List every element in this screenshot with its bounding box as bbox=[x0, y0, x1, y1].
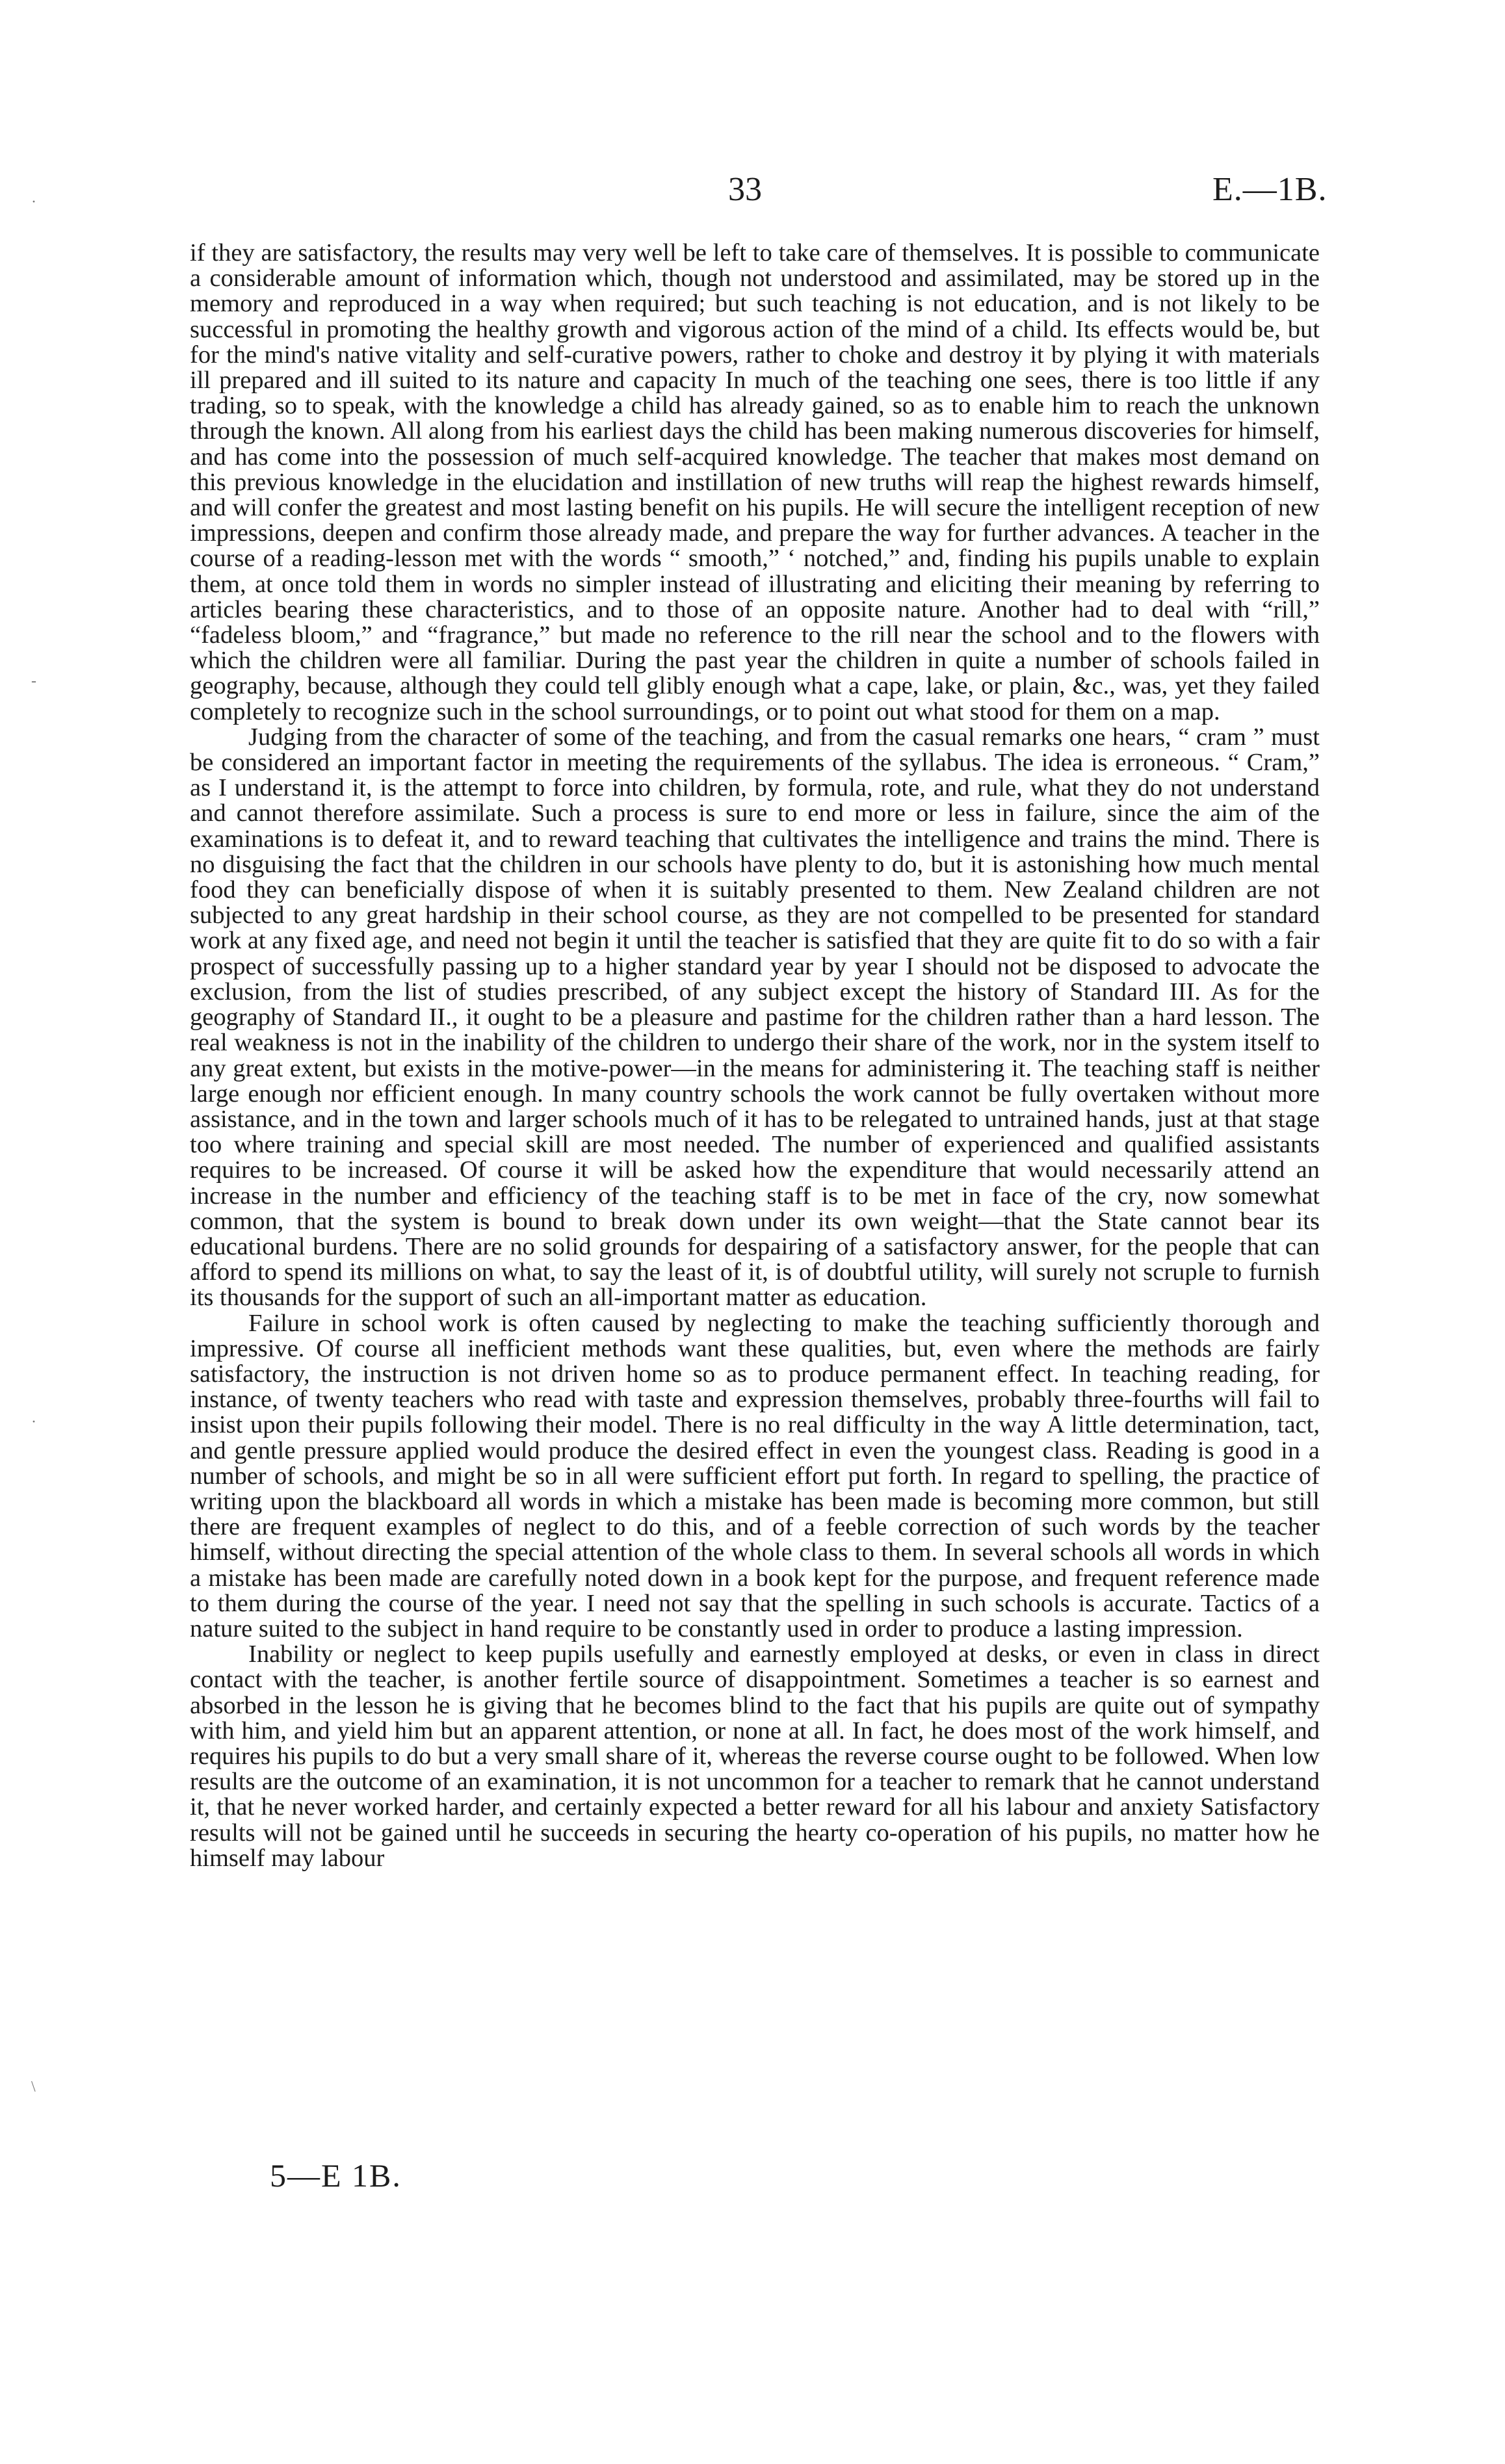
margin-mark: \ bbox=[31, 2079, 36, 2095]
paragraph: Failure in school work is often caused by neglecting to make the teaching sufficiently thorough and impressive. Of course all inefficient methods want these qualities, but, even where the methods are fairly satisfactory, the instruction is not driven home so as to produce permanent effect. In teaching reading, for instance, of twenty teachers who read with taste and expression themselves, probably three-fourths will fail to insist upon their pupils following their model. There is no real difficulty in the way A little determination, tact, and gentle pressure applied would produce the desired effect in even the youngest class. Reading is good in a number of schools, and might be so in all were sufficient effort put forth. In regard to spelling, the practice of writing upon the blackboard all words in which a mistake has been made is becoming more common, but still there are frequent examples of neglect to do this, and of a feeble correction of such words by the teacher himself, without directing the special attention of the whole class to them. In several schools all words in which a mistake has been made are carefully noted down in a book kept for the purpose, and frequent reference made to them during the course of the year. I need not say that the spelling in such schools is accurate. Tactics of a nature suited to the subject in hand require to be constantly used in order to produce a lasting impression. bbox=[190, 1309, 1320, 1642]
paragraph: if they are satisfactory, the results may very well be left to take care of themselves. It is possible to communicate a considerable amount of information which, though not understood and assimilated, may be stored up in the memory and reproduced in a way when required; but such teaching is not education, and is not likely to be successful in promoting the healthy growth and vigorous action of the mind of a child. Its effects would be, but for the mind's native vitality and self-curative powers, rather to choke and destroy it by plying it with materials ill prepared and ill suited to its nature and capacity In much of the teaching one sees, there is too little if any trading, so to speak, with the knowledge a child has already gained, so as to enable him to reach the unknown through the known. All along from his earliest days the child has been making numerous discoveries for himself, and has come into the possession of much self-acquired knowledge. The teacher that makes most demand on this previous knowledge in the elucidation and instillation of new truths will reap the highest rewards himself, and will confer the greatest and most lasting benefit on his pupils. He will secure the intelligent reception of new impressions, deepen and confirm those already made, and prepare the way for further advances. A teacher in the course of a reading-lesson met with the words “ smooth,” ‘ notched,” and, finding his pupils unable to explain them, at once told them in words no simpler instead of illustrating and eliciting their meaning by referring to articles bearing these characteristics, and to those of an opposite nature. Another had to deal with “rill,” “fadeless bloom,” and “fragrance,” but made no reference to the rill near the school and to the flowers with which the children were all familiar. During the past year the children in quite a number of schools failed in geography, because, although they could tell glibly enough what a cape, lake, or plain, &c., was, yet they failed completely to recognize such in the school surroundings, or to point out what stood for them on a map. bbox=[190, 239, 1320, 725]
margin-mark: ‐ bbox=[31, 673, 36, 690]
page-signature: 5—E 1B. bbox=[270, 2157, 402, 2194]
paragraph: Judging from the character of some of the teaching, and from the casual remarks one hears, “ cram ” must be considered an important factor in meeting the requirements of the syllabus. The idea is erroneous. “ Cram,” as I understand it, is the attempt to force into children, by formula, rote, and rule, what they do not understand and cannot therefore assimilate. Such a process is sure to end more or less in failure, since the aim of the examinations is to defeat it, and to reward teaching that cultivates the intelligence and trains the mind. There is no disguising the fact that the children in our schools have plenty to do, but it is astonishing how much mental food they can beneficially dispose of when it is suitably presented to them. New Zealand children are not subjected to any great hardship in their school course, as they are not compelled to be presented for standard work at any fixed age, and need not begin it until the teacher is satisfied that they are quite fit to do so with a fair prospect of successfully passing up to a higher standard year by year I should not be disposed to advocate the exclusion, from the list of studies prescribed, of any subject except the history of Standard III. As for the geography of Standard II., it ought to be a pleasure and pastime for the children rather than a hard lesson. The real weakness is not in the inability of the children to undergo their share of the work, nor in the system itself to any great extent, but exists in the motive-power—in the means for administering it. The teaching staff is neither large enough nor efficient enough. In many country schools the work cannot be fully overtaken without more assistance, and in the town and larger schools much of it has to be relegated to untrained hands, just at that stage too where training and special skill are most needed. The number of experienced and qualified assistants requires to be increased. Of course it will be asked how the expenditure that would necessarily attend an increase in the number and efficiency of the teaching staff is to be met in face of the cry, now somewhat common, that the system is bound to break down under its own weight—that the State cannot bear its educational burdens. There are no solid grounds for despairing of a satisfactory answer, for the people that can afford to spend its millions on what, to say the least of it, is of doubtful utility, will surely not scruple to furnish its thousands for the support of such an all-important matter as education. bbox=[190, 723, 1320, 1312]
margin-mark: · bbox=[31, 1414, 36, 1431]
margin-mark: · bbox=[31, 194, 36, 211]
page-number: 33 bbox=[728, 171, 762, 208]
paragraph: Inability or neglect to keep pupils usefully and earnestly employed at desks, or even in class in direct contact with the teacher, is another fertile source of disappointment. Sometimes a teacher is so earnest and absorbed in the lesson he is giving that he becomes blind to the fact that his pupils are quite out of sympathy with him, and yield him but an apparent attention, or none at all. In fact, he does most of the work himself, and requires his pupils to do but a very small share of it, whereas the reverse course ought to be followed. When low results are the outcome of an examination, it is not uncommon for a teacher to remark that he cannot understand it, that he never worked harder, and certainly expected a better reward for all his labour and anxiety Satisfactory results will not be gained until he succeeds in securing the hearty co-operation of his pupils, no matter how he himself may labour bbox=[190, 1641, 1320, 1872]
series-reference: E.—1B. bbox=[1212, 171, 1328, 208]
body-text bbox=[190, 240, 1320, 1871]
